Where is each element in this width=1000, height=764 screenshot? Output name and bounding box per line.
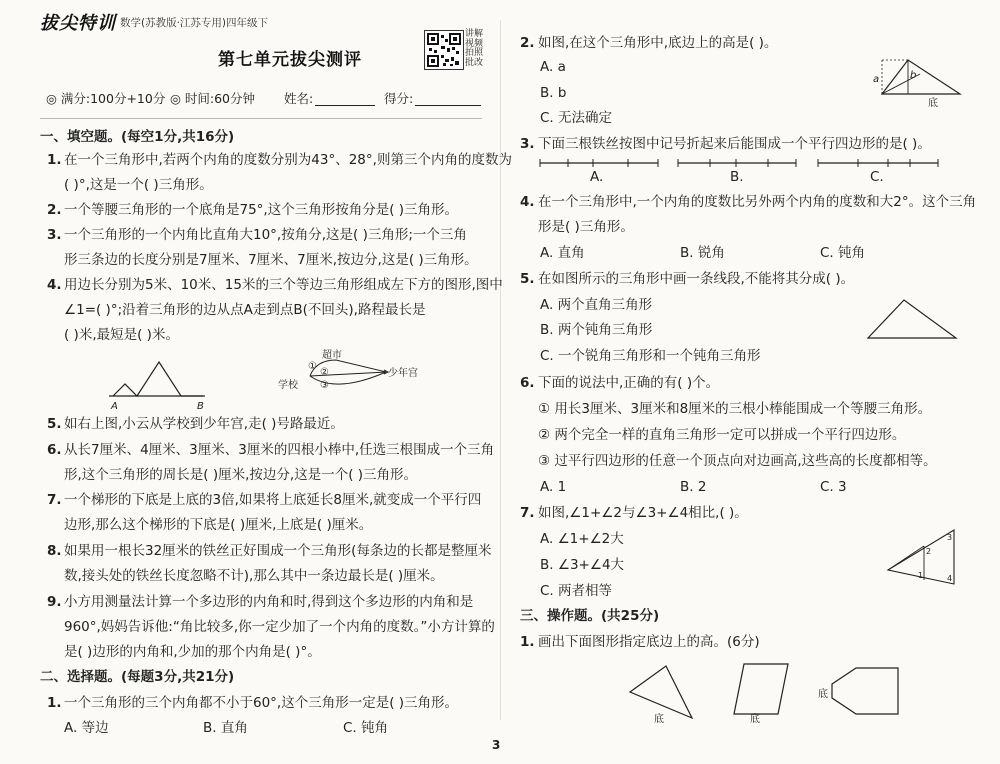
option-a[interactable]: A. ∠1+∠2大 bbox=[540, 531, 624, 547]
question-text: 如图,在这个三角形中,底边上的高是( )。 bbox=[538, 35, 778, 51]
name-field[interactable]: 姓名: bbox=[284, 90, 381, 108]
question-text: 一个梯形的下底是上底的3倍,如果将上底延长8厘米,就变成一个平行四 bbox=[64, 492, 482, 508]
q-number: 3. bbox=[47, 227, 62, 243]
option-c[interactable]: C. 一个锐角三角形和一个钝角三角形 bbox=[540, 348, 761, 364]
q-number: 4. bbox=[520, 194, 535, 210]
base-label-3: 底 bbox=[818, 689, 828, 700]
option-b[interactable]: B. 两个钝角三角形 bbox=[540, 322, 653, 338]
option-a[interactable]: A. 两个直角三角形 bbox=[540, 297, 653, 313]
question-text: 如右上图,小云从学校到少年宫,走( )号路最近。 bbox=[64, 416, 344, 432]
full-score-info: ◎ 满分:100分+10分 bbox=[46, 91, 166, 106]
angle-4-label: 4 bbox=[947, 574, 953, 583]
question-text: 形是( )三角形。 bbox=[538, 219, 634, 235]
base-label-2: 底 bbox=[750, 714, 760, 725]
question-text: 下面三根铁丝按图中记号折起来后能围成一个平行四边形的是( )。 bbox=[538, 136, 931, 152]
route-1-label: ① bbox=[308, 361, 317, 372]
q-number: 6. bbox=[520, 375, 535, 391]
q-number: 4. bbox=[47, 277, 62, 293]
q-number: 2. bbox=[520, 35, 535, 51]
angles-figure bbox=[884, 526, 974, 588]
page-gutter bbox=[500, 20, 501, 720]
option-a[interactable]: A. 1 bbox=[540, 479, 567, 495]
option-a[interactable]: A. bbox=[590, 169, 604, 185]
statement-3: ③ 过平行四边形的任意一个顶点向对边画高,这些高的长度都相等。 bbox=[538, 453, 937, 469]
question-text: 一个三角形的一个内角比直角大10°,按角分,这是( )三角形;一个三角 bbox=[64, 227, 467, 243]
option-b[interactable]: B. bbox=[730, 169, 744, 185]
q-number: 5. bbox=[520, 271, 535, 287]
section1-title: 一、填空题。(每空1分,共16分) bbox=[40, 129, 235, 145]
q-number: 1. bbox=[520, 634, 535, 650]
question-text: 用边长分别为5米、10米、15米的三个等边三角形组成左下方的图形,图中 bbox=[64, 277, 503, 293]
option-b[interactable]: B. 直角 bbox=[203, 720, 248, 736]
question-text: ( )米,最短是( )米。 bbox=[64, 327, 179, 343]
question-text: 在一个三角形中,一个内角的度数比另外两个内角的度数和大2°。这个三角 bbox=[538, 194, 977, 210]
youth-palace-label: 少年宫 bbox=[388, 368, 418, 379]
q-number: 7. bbox=[520, 505, 535, 521]
q-number: 2. bbox=[47, 202, 62, 218]
q-number: 9. bbox=[47, 594, 62, 610]
drawing-shapes-figure[interactable] bbox=[626, 660, 926, 726]
section3-title: 三、操作题。(共25分) bbox=[520, 608, 660, 624]
question-text: 形三条边的长度分别是7厘米、7厘米、7厘米,按边分,这是( )三角形。 bbox=[64, 252, 478, 268]
q-number: 3. bbox=[520, 136, 535, 152]
angle-3-label: 3 bbox=[947, 533, 953, 542]
routes-map-figure bbox=[276, 350, 446, 402]
question-text: ∠1=( )°;沿着三角形的边从点A走到点B(不回头),路程最长是 bbox=[64, 302, 426, 318]
question-text: 形,这个三角形的周长是( )厘米,按边分,这是一个( )三角形。 bbox=[64, 467, 418, 483]
option-c[interactable]: C. 钝角 bbox=[343, 720, 389, 736]
qr-side-text: 讲解视频 拍照批改 bbox=[465, 29, 484, 68]
market-label: 超市 bbox=[322, 350, 342, 361]
base-label-1: 底 bbox=[654, 714, 664, 725]
height-b-label: b bbox=[910, 70, 917, 81]
triangle-heights-figure bbox=[868, 56, 968, 108]
question-text: 在如图所示的三角形中画一条线段,不能将其分成( )。 bbox=[538, 271, 855, 287]
question-text: 如图,∠1+∠2与∠3+∠4相比,( )。 bbox=[538, 505, 748, 521]
option-c[interactable]: C. 3 bbox=[820, 479, 847, 495]
q-number: 7. bbox=[47, 492, 62, 508]
question-text: 一个三角形的三个内角都不小于60°,这个三角形一定是( )三角形。 bbox=[64, 695, 459, 711]
question-text: 小方用测量法计算一个多边形的内角和时,得到这个多边形的内角和是 bbox=[64, 594, 474, 610]
question-text: 是( )边形的内角和,少加的那个内角是( )°。 bbox=[64, 644, 321, 660]
option-a[interactable]: A. 等边 bbox=[64, 720, 109, 736]
route-2-label: ② bbox=[320, 367, 329, 378]
time-info: ◎ 时间:60分钟 bbox=[170, 91, 256, 106]
triangles-ab-figure bbox=[105, 356, 215, 414]
q-number: 1. bbox=[47, 695, 62, 711]
option-a[interactable]: A. a bbox=[540, 59, 566, 75]
question-text: 数,接头处的铁丝长度忽略不计),那么其中一条边最长是( )厘米。 bbox=[64, 568, 444, 584]
q-number: 6. bbox=[47, 442, 62, 458]
clock-target-icon: ◎ bbox=[46, 91, 61, 106]
book-subtitle: 数学(苏教版·江苏专用)四年级下 bbox=[120, 17, 269, 29]
option-b[interactable]: B. b bbox=[540, 85, 567, 101]
question-text: 如果用一根长32厘米的铁丝正好围成一个三角形(每条边的长都是整厘米 bbox=[64, 543, 492, 559]
question-text: 一个等腰三角形的一个底角是75°,这个三角形按角分是( )三角形。 bbox=[64, 202, 459, 218]
option-a[interactable]: A. 直角 bbox=[540, 245, 585, 261]
angle-1-label: 1 bbox=[918, 571, 924, 580]
school-label: 学校 bbox=[278, 380, 298, 391]
option-c[interactable]: C. 两者相等 bbox=[540, 583, 613, 599]
qr-code-icon[interactable] bbox=[424, 30, 464, 70]
right-triangle-figure bbox=[862, 296, 962, 342]
question-text: 960°,妈妈告诉他:“角比较多,你一定少加了一个内角的度数。”小方计算的 bbox=[64, 619, 495, 635]
question-text: 下面的说法中,正确的有( )个。 bbox=[538, 375, 720, 391]
clock-icon: ◎ bbox=[170, 91, 185, 106]
question-text: 从长7厘米、4厘米、3厘米、3厘米的四根小棒中,任选三根围成一个三角 bbox=[64, 442, 495, 458]
point-b-label: B bbox=[197, 401, 204, 412]
page-number: 3 bbox=[492, 738, 501, 752]
route-3-label: ③ bbox=[320, 380, 329, 391]
point-a-label: A bbox=[111, 401, 118, 412]
question-text: 边形,那么这个梯形的下底是( )厘米,上底是( )厘米。 bbox=[64, 517, 373, 533]
header-divider bbox=[40, 118, 482, 119]
question-text: ( )°,这是一个( )三角形。 bbox=[64, 177, 213, 193]
statement-2: ② 两个完全一样的直角三角形一定可以拼成一个平行四边形。 bbox=[538, 427, 906, 443]
q-number: 8. bbox=[47, 543, 62, 559]
section2-title: 二、选择题。(每题3分,共21分) bbox=[40, 669, 235, 685]
option-c[interactable]: C. 无法确定 bbox=[540, 110, 613, 126]
tri-base-label: 底 bbox=[928, 98, 938, 109]
score-field[interactable]: 得分: bbox=[384, 90, 487, 108]
height-a-label: a bbox=[873, 74, 880, 85]
option-c[interactable]: C. 钝角 bbox=[820, 245, 866, 261]
angle-2-label: 2 bbox=[926, 547, 932, 556]
page-title: 第七单元拔尖测评 bbox=[218, 50, 362, 70]
q-number: 5. bbox=[47, 416, 62, 432]
option-c[interactable]: C. bbox=[870, 169, 884, 185]
q-number: 1. bbox=[47, 152, 62, 168]
question-text: 画出下面图形指定底边上的高。(6分) bbox=[538, 634, 760, 650]
statement-1: ① 用长3厘米、3厘米和8厘米的三根小棒能围成一个等腰三角形。 bbox=[538, 401, 932, 417]
option-b[interactable]: B. 锐角 bbox=[680, 245, 725, 261]
option-b[interactable]: B. ∠3+∠4大 bbox=[540, 557, 625, 573]
option-b[interactable]: B. 2 bbox=[680, 479, 707, 495]
question-text: 在一个三角形中,若两个内角的度数分别为43°、28°,则第三个内角的度数为 bbox=[64, 152, 512, 168]
brand-logo: 拔尖特训 bbox=[40, 13, 116, 34]
